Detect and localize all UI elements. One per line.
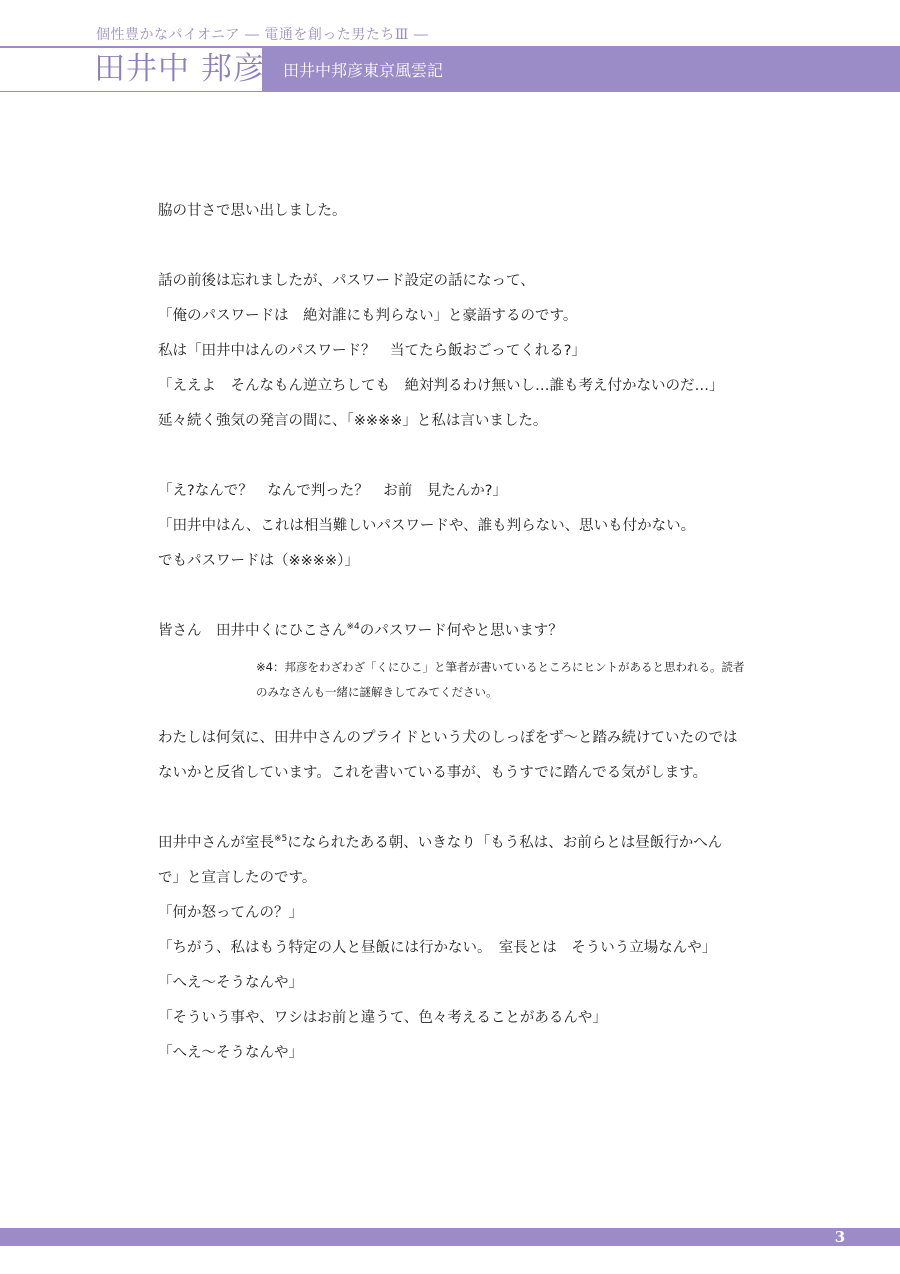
paragraph: ないかと反省しています。これを書いている事が、もうすでに踏んでる気がします。 [158,765,708,781]
paragraph: 「俺のパスワードは 絶対誰にも判らない」と豪語するのです。 [158,308,578,324]
footnote-marker: ※5 [274,834,288,844]
text-fragment: のパスワード何やと思います？ [359,623,563,639]
footnote-marker: ※4 [346,622,360,632]
text-fragment: 田井中さんが室長 [158,835,274,851]
chapter-subtitle: 田井中邦彦東京風雲記 [283,61,444,80]
paragraph: 「そういう事や、ワシはお前と違うて、色々考えることがあるんや」 [158,1010,607,1026]
paragraph: 「へえ〜そうなんや」 [158,975,303,991]
paragraph: で」と宣言したのです。 [158,870,317,886]
text-fragment: になられたある朝、いきなり「もう私は、お前らとは昼飯行かへん [287,835,723,851]
paragraph: 脇の甘さで思い出しました。 [158,203,347,219]
paragraph: 延々続く強気の発言の間に、「※※※※」と私は言いました。 [158,413,548,429]
footnote [256,655,808,705]
paragraph: 「へえ〜そうなんや」 [158,1045,303,1061]
text-fragment: 皆さん 田井中くにひこさん [158,623,347,639]
paragraph: 「何か怒ってんの？」 [158,905,303,921]
paragraph: でもパスワードは（※※※※）」 [158,553,359,569]
series-title: 個性豊かなパイオニア ― 電通を創った男たちⅢ ― [96,27,429,43]
article-body [158,194,808,1071]
page-number: 3 [834,1228,846,1246]
footnote-line: ※4：邦彦をわざわざ「くにひこ」と筆者が書いているところにヒントがあると思われる。読者 [256,660,745,674]
paragraph: 話の前後は忘れましたが、パスワード設定の話になって、 [158,273,535,289]
footer-bar [0,1228,900,1246]
paragraph: 私は「田井中はんのパスワード？ 当てたら飯おごってくれる?」 [158,343,586,359]
paragraph [158,614,808,649]
paragraph: わたしは何気に、田井中さんのプライドという犬のしっぽをず〜と踏み続けていたのでは [158,730,738,746]
paragraph [158,826,808,861]
paragraph: 「ええよ そんなもん逆立ちしても 絶対判るわけ無いし…誰も考え付かないのだ…」 [158,378,724,394]
paragraph: 「ちがう、私はもう特定の人と昼飯には行かない。 室長とは そういう立場なんや」 [158,940,717,956]
footnote-line: のみなさんも一緒に謎解きしてみてください。 [256,685,498,699]
paragraph: 「田井中はん、これは相当難しいパスワードや、誰も判らない、思いも付かない。 [158,518,696,534]
page-title: 田井中 邦彦 [94,51,265,87]
paragraph: 「え?なんで？ なんで判った？ お前 見たんか?」 [158,483,507,499]
